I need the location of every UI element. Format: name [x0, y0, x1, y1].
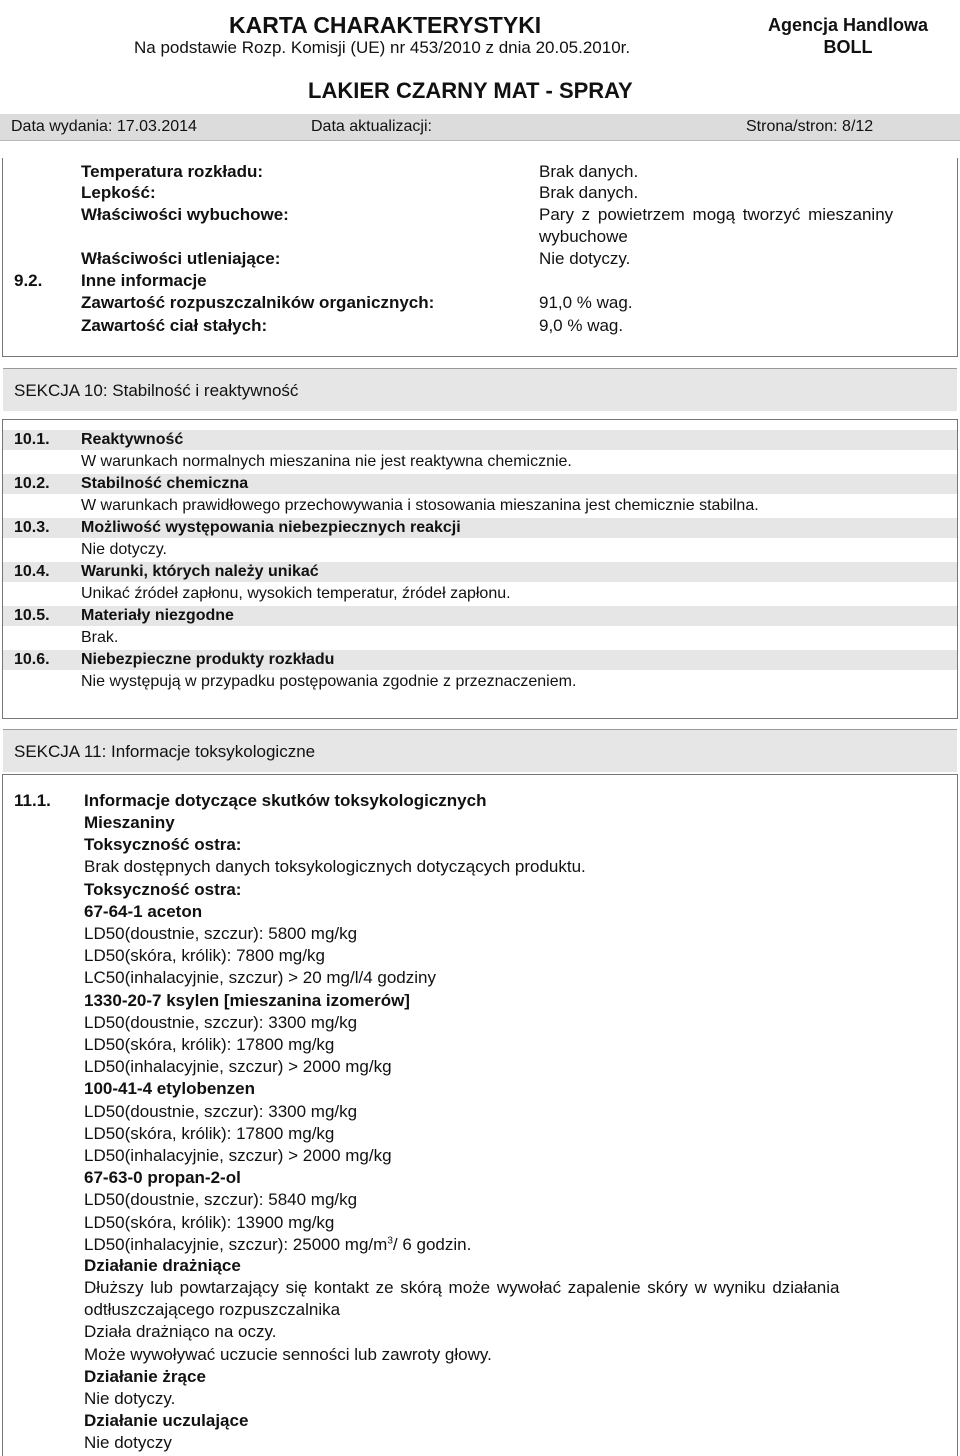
corrosive-heading: Działanie żrące [84, 1367, 206, 1386]
sensitizing-text: Nie dotyczy [84, 1433, 172, 1452]
item-title: Stabilność chemiczna [81, 475, 249, 492]
toxicology-line: LD50(skóra, królik): 13900 mg/kg [84, 1213, 335, 1232]
solvent-content-label: Zawartość rozpuszczalników organicznych: [81, 293, 435, 312]
item-number: 10.5. [14, 607, 50, 624]
issue-date: Data wydania: 17.03.2014 [11, 118, 197, 135]
oxidizing-value: Nie dotyczy. [539, 249, 631, 268]
oxidizing-label: Właściwości utleniające: [81, 249, 281, 268]
toxicology-line: LD50(doustnie, szczur): 5840 mg/kg [84, 1190, 358, 1209]
page-number: Strona/stron: 8/12 [746, 118, 874, 135]
item-text: W warunkach normalnych mieszanina nie jest reaktywna chemicznie. [81, 453, 572, 470]
toxicology-line: LC50(inhalacyjnie, szczur) > 20 mg/l/4 godziny [84, 968, 436, 987]
irritant-heading: Działanie drażniące [84, 1256, 241, 1275]
section-11-header [3, 729, 957, 772]
toxicology-line: LD50(doustnie, szczur): 5800 mg/kg [84, 924, 358, 943]
viscosity-label: Lepkość: [81, 183, 156, 202]
item-number: 10.6. [14, 651, 50, 668]
solids-content-label: Zawartość ciał stałych: [81, 316, 268, 335]
document-title: KARTA CHARAKTERYSTYKI [229, 12, 542, 38]
item-number: 10.4. [14, 563, 50, 580]
toxicology-subheading: Toksyczność ostra: [84, 835, 242, 854]
toxicology-subheading: 67-63-0 propan-2-ol [84, 1168, 241, 1187]
regulation-subtitle: Na podstawie Rozp. Komisji (UE) nr 453/2010 z dnia 20.05.2010r. [134, 38, 631, 57]
item-text: W warunkach prawidłowego przechowywania i stosowania mieszanina jest chemicznie stabilna. [81, 497, 759, 514]
item-number: 10.1. [14, 431, 50, 448]
toxicology-line: LD50(skóra, królik): 17800 mg/kg [84, 1124, 335, 1143]
toxicology-subheading: Toksyczność ostra: [84, 880, 242, 899]
other-info-heading: Inne informacje [81, 271, 207, 290]
explosive-label: Właściwości wybuchowe: [81, 205, 289, 224]
agency-name [762, 14, 934, 58]
item-title: Warunki, których należy unikać [81, 563, 319, 580]
toxicology-line: LD50(inhalacyjnie, szczur) > 2000 mg/kg [84, 1057, 392, 1076]
section-11-title: SEKCJA 11: Informacje toksykologiczne [14, 742, 316, 761]
irritant-text-line2: odtłuszczającego rozpuszczalnika [84, 1300, 341, 1319]
cubic-superscript: 3 [387, 1235, 393, 1247]
decomposition-label: Temperatura rozkładu: [81, 162, 264, 181]
solids-content-value: 9,0 % wag. [539, 316, 624, 335]
toxicology-line: LD50(inhalacyjnie, szczur) > 2000 mg/kg [84, 1146, 392, 1165]
toxicology-subheading: 1330-20-7 ksylen [mieszanina izomerów] [84, 991, 410, 1010]
toxicology-line: LD50(skóra, królik): 7800 mg/kg [84, 946, 325, 965]
toxicology-heading: Informacje dotyczące skutków toksykologicznych [84, 791, 487, 810]
irritant-text-line1: Dłuższy lub powtarzający się kontakt ze skórą może wywołać zapalenie skóry w wyniku działania [84, 1278, 840, 1297]
drowsiness-text: Może wywoływać uczucie senności lub zawroty głowy. [84, 1345, 492, 1364]
section-10-header [3, 368, 957, 411]
explosive-value-line1: Pary z powietrzem mogą tworzyć mieszaniny [539, 205, 894, 224]
sensitizing-heading: Działanie uczulające [84, 1411, 249, 1430]
toxicology-subheading: 100-41-4 etylobenzen [84, 1079, 256, 1098]
viscosity-value: Brak danych. [539, 183, 639, 202]
corrosive-text: Nie dotyczy. [84, 1389, 176, 1408]
irritant-eyes-text: Działa drażniąco na oczy. [84, 1322, 277, 1341]
item-text: Nie dotyczy. [81, 541, 167, 558]
other-info-number: 9.2. [14, 271, 43, 290]
update-date: Data aktualizacji: [311, 118, 432, 135]
item-title: Możliwość występowania niebezpiecznych reakcji [81, 519, 461, 536]
product-name: LAKIER CZARNY MAT - SPRAY [308, 78, 633, 103]
item-number: 10.3. [14, 519, 50, 536]
item-title: Reaktywność [81, 431, 184, 448]
agency-line-1: Agencja Handlowa [767, 15, 929, 35]
item-number: 10.2. [14, 475, 50, 492]
agency-line-2: BOLL [823, 37, 873, 57]
item-title: Niebezpieczne produkty rozkładu [81, 651, 335, 668]
toxicology-line: LD50(doustnie, szczur): 3300 mg/kg [84, 1102, 358, 1121]
item-text: Nie występują w przypadku postępowania zgodnie z przeznaczeniem. [81, 673, 577, 690]
solvent-content-value: 91,0 % wag. [539, 293, 633, 312]
explosive-value-line2: wybuchowe [539, 227, 628, 246]
toxicology-line: Brak dostępnych danych toksykologicznych dotyczących produktu. [84, 857, 586, 876]
item-text: Brak. [81, 629, 119, 646]
inhalation-ld50-text: LD50(inhalacyjnie, szczur): 25000 mg/m [84, 1235, 388, 1254]
item-title: Materiały niezgodne [81, 607, 234, 624]
toxicology-number: 11.1. [14, 791, 51, 810]
section-10-title: SEKCJA 10: Stabilność i reaktywność [14, 381, 299, 400]
inhalation-ld50-suffix: / 6 godzin. [392, 1235, 472, 1254]
toxicology-line: LD50(doustnie, szczur): 3300 mg/kg [84, 1013, 358, 1032]
toxicology-subheading: 67-64-1 aceton [84, 902, 203, 921]
decomposition-value: Brak danych. [539, 162, 639, 181]
toxicology-line: LD50(skóra, królik): 17800 mg/kg [84, 1035, 335, 1054]
header-info-bar [0, 114, 960, 141]
item-text: Unikać źródeł zapłonu, wysokich temperatur, źródeł zapłonu. [81, 585, 511, 602]
inhalation-ld50-line [84, 1235, 471, 1255]
toxicology-subheading: Mieszaniny [84, 813, 175, 832]
